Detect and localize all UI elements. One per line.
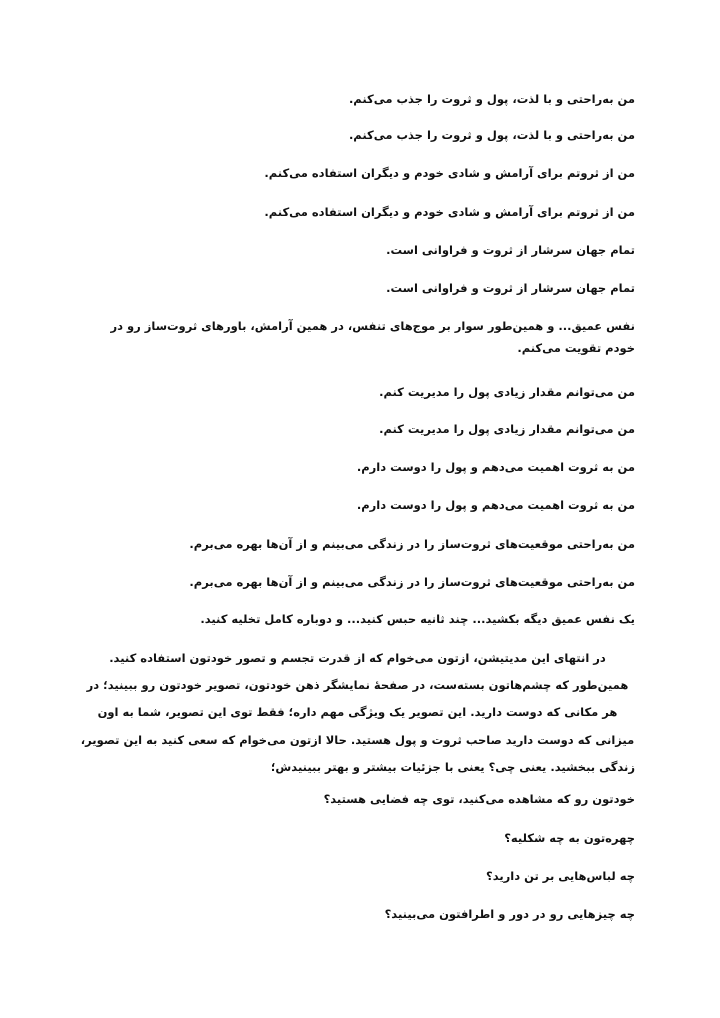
affirmation-line: من به‌راحتی و با لذت، پول و ثروت را جذب می‌کنم. xyxy=(348,128,635,142)
breathing-paragraph: نفس عمیق... و همین‌طور سوار بر موج‌های تنفس، در همین آرامش، باورهای ثروت‌ساز رو در خودم تقویت می‌کنم. xyxy=(110,319,635,355)
affirmation-line: من به‌راحتی موقعیت‌های ثروت‌ساز را در زندگی می‌بینم و از آن‌ها بهره می‌برم. xyxy=(189,537,635,551)
affirmation-line: من به‌راحتی و با لذت، پول و ثروت را جذب می‌کنم. xyxy=(348,92,635,106)
affirmation-line: من به‌راحتی موقعیت‌های ثروت‌ساز را در زندگی می‌بینم و از آن‌ها بهره می‌برم. xyxy=(189,575,635,589)
affirmation-line: من می‌توانم مقدار زیادی پول را مدیریت کنم. xyxy=(379,385,635,399)
question-line: چهره‌تون به چه شکلیه؟ xyxy=(504,831,635,845)
affirmation-line: من از ثروتم برای آرامش و شادی خودم و دیگران استفاده می‌کنم. xyxy=(264,166,635,180)
breathing-instruction: یک نفس عمیق دیگه بکشید... چند ثانیه حبس کنید... و دوباره کامل تخلیه کنید. xyxy=(200,612,635,626)
question-line: چه چیزهایی رو در دور و اطرافتون می‌بینید؟ xyxy=(384,907,635,921)
question-line: چه لباس‌هایی بر تن دارید؟ xyxy=(486,869,635,883)
affirmation-line: تمام جهان سرشار از ثروت و فراوانی است. xyxy=(386,243,635,257)
affirmation-line: من می‌توانم مقدار زیادی پول را مدیریت کنم. xyxy=(379,422,635,436)
visualization-paragraph: در انتهای این مدیتیشن، ازتون می‌خوام که از قدرت تجسم و تصور خودتون استفاده کنید. همین‌طور که چشم‌هاتون بسته‌ست، در صفحهٔ نمایشگر ذهن خودتون، تصویر خودتون رو ببینید؛ در هر مکانی که دوست دارید. این تصویر یک ویژگی مهم داره؛ فقط توی این تصویر، شما به اون میزانی که دوست دارید صاحب ثروت و پول هستید. حالا ازتون می‌خوام که سعی کنید به این تصویر، زندگی ببخشید. یعنی چی؟ یعنی با جزئیات بیشتر و بهتر ببینیدش؛ xyxy=(80,651,635,774)
affirmation-line: تمام جهان سرشار از ثروت و فراوانی است. xyxy=(386,281,635,295)
affirmation-line: من از ثروتم برای آرامش و شادی خودم و دیگران استفاده می‌کنم. xyxy=(264,205,635,219)
affirmation-line: من به ثروت اهمیت می‌دهم و پول را دوست دارم. xyxy=(356,498,635,512)
affirmation-line: من به ثروت اهمیت می‌دهم و پول را دوست دارم. xyxy=(356,460,635,474)
question-line: خودتون رو که مشاهده می‌کنید، توی چه فضایی هستید؟ xyxy=(323,792,635,806)
